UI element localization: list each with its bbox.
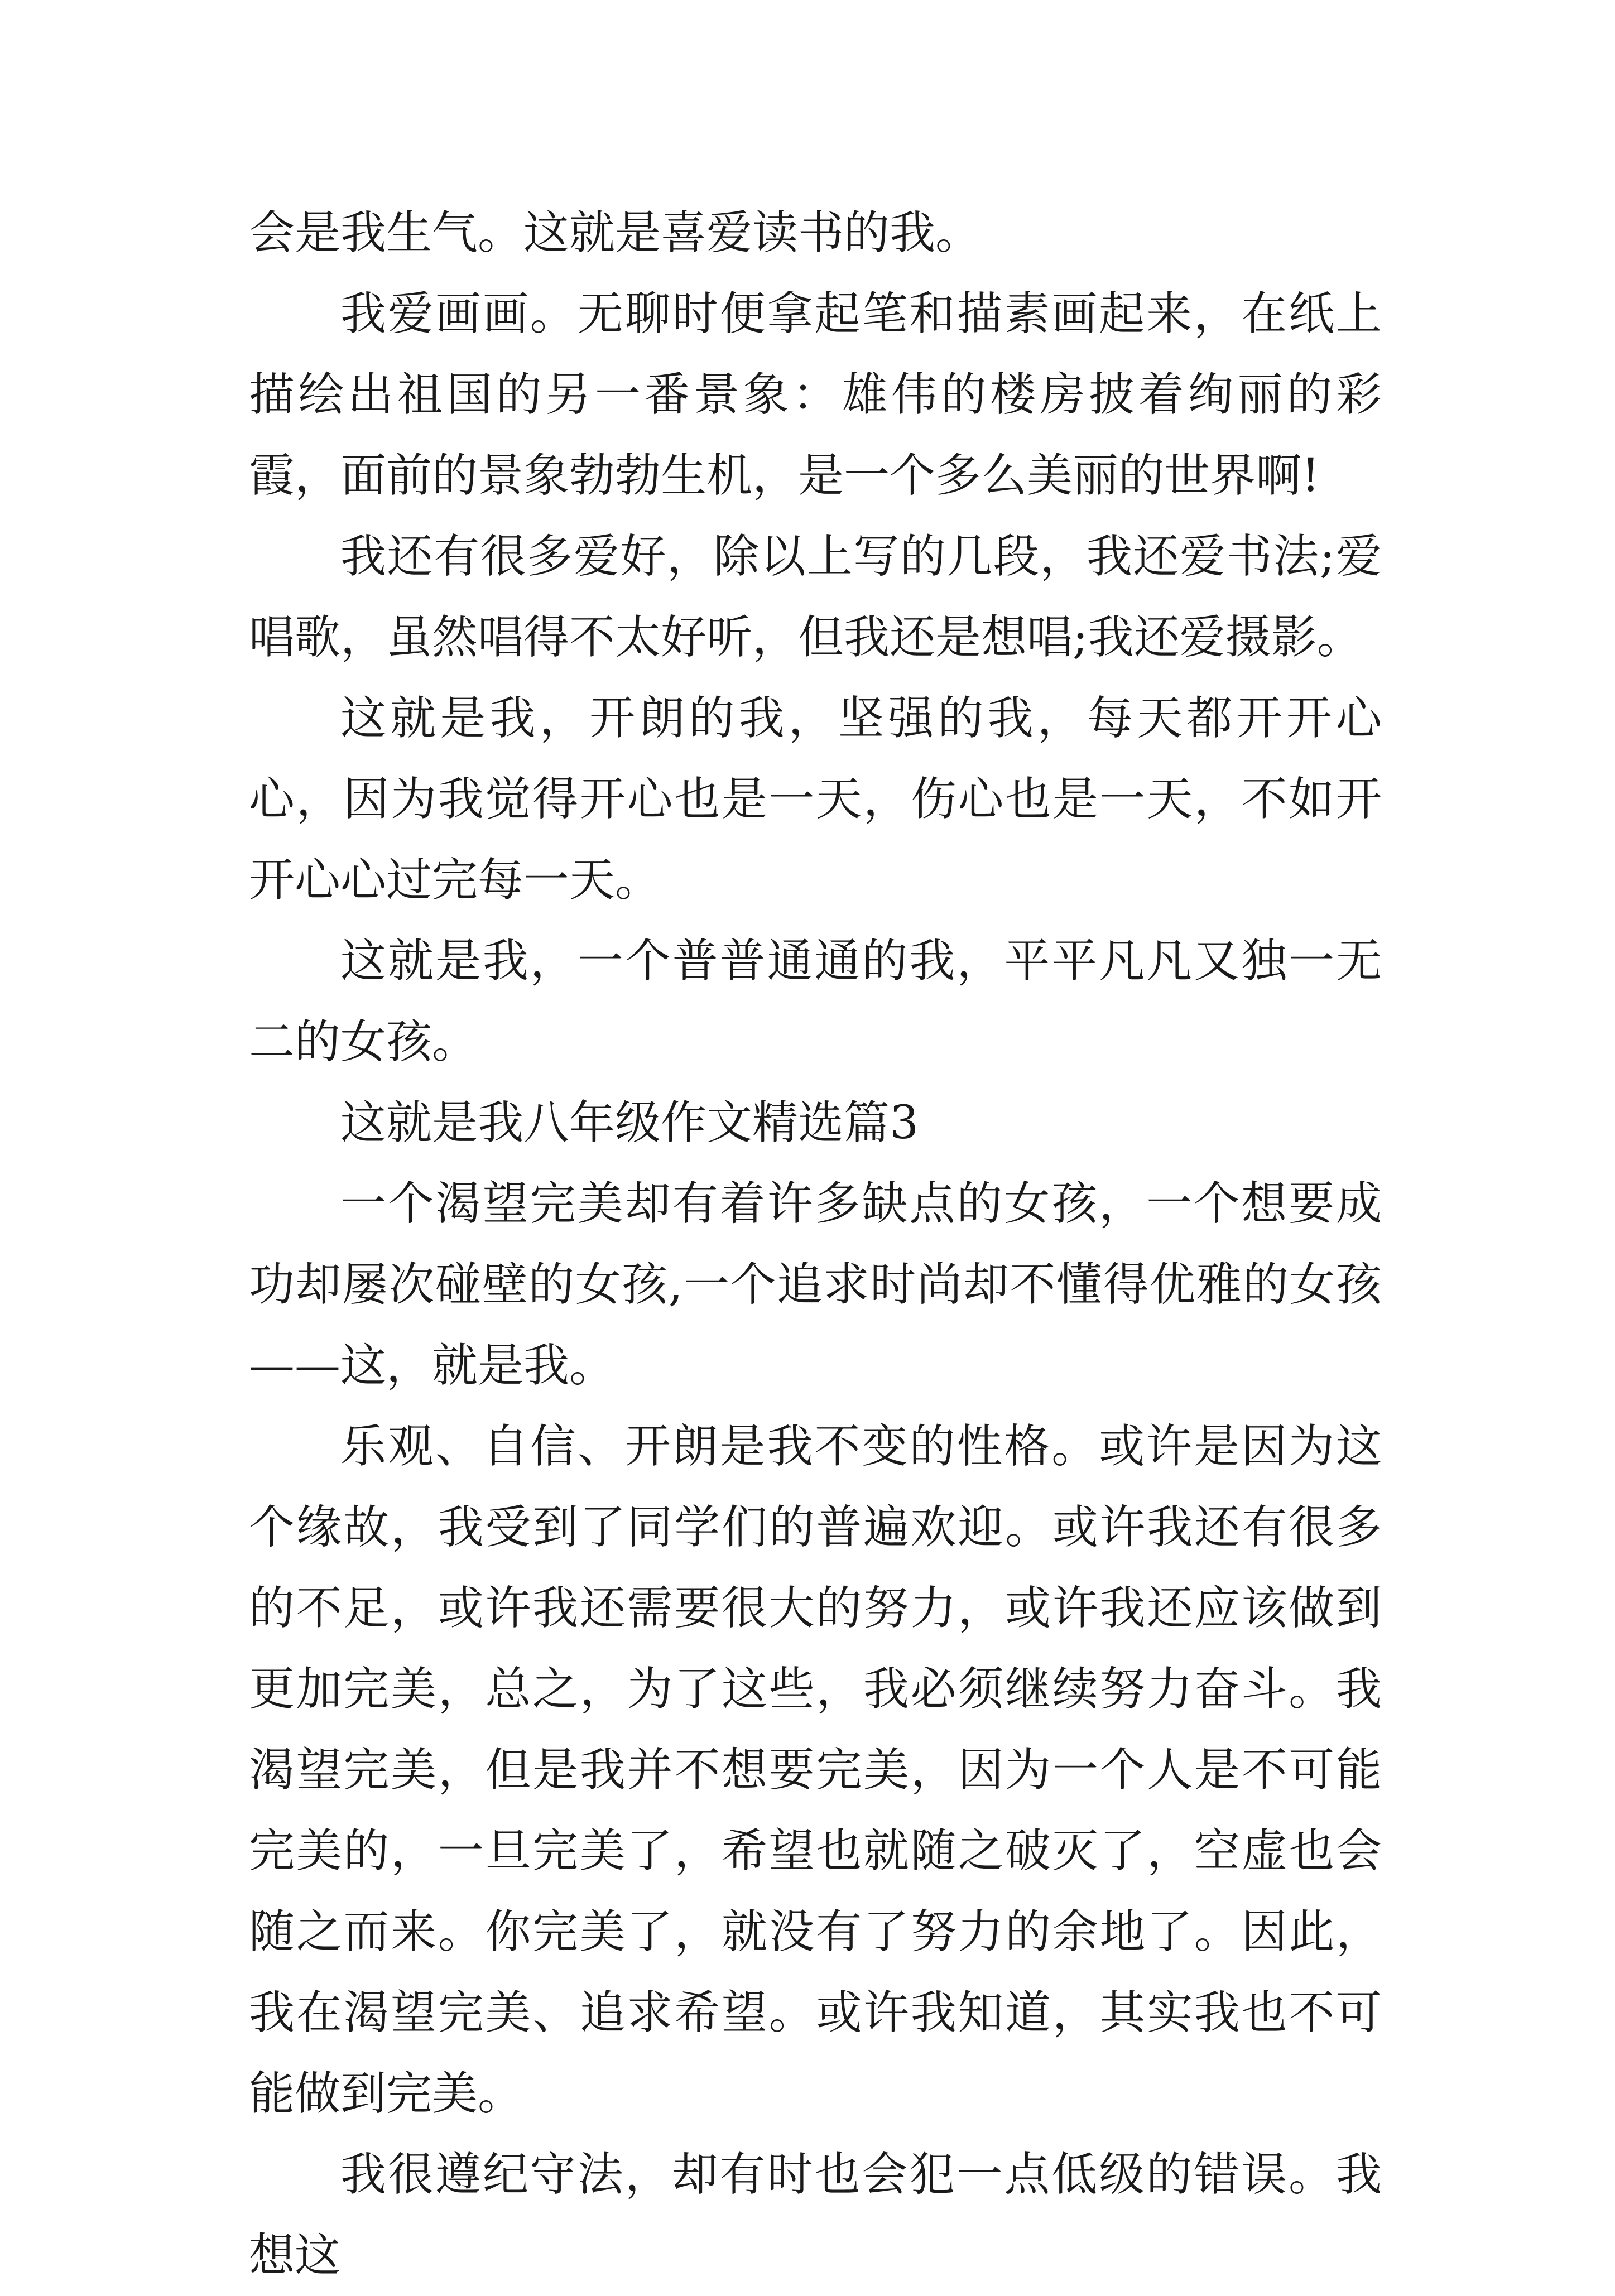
paragraph-8: 我很遵纪守法，却有时也会犯一点低级的错误。我想这: [249, 2148, 1382, 2282]
paragraph-7: 乐观、自信、开朗是我不变的性格。或许是因为这个缘故，我受到了同学们的普遍欢迎。或许我还有很多的不足，或许我还需要很大的努力，或许我还应该做到更加完美，总之，为了这些，我必须继续努力奋斗。我渴望完美，但是我并不想要完美，因为一个人是不可能完美的，一旦完美了，希望也就随之破灭了，空虚也会随之而来。你完美了，就没有了努力的余地了。因此，我在渴望完美、追求希望。或许我知道，其实我也不可能做到完美。: [249, 1420, 1382, 2120]
paragraph-6: 一个渴望完美却有着许多缺点的女孩，一个想要成功却屡次碰壁的女孩,一个追求时尚却不懂得优雅的女孩——这，就是我。: [249, 1177, 1382, 1392]
section-heading: 这就是我八年级作文精选篇3: [340, 1096, 919, 1149]
paragraph-3: 我还有很多爱好，除以上写的几段，我还爱书法;爱唱歌，虽然唱得不太好听，但我还是想唱;我还爱摄影。: [249, 530, 1382, 664]
paragraph-2: 我爱画画。无聊时便拿起笔和描素画起来，在纸上描绘出祖国的另一番景象：雄伟的楼房披着绚丽的彩霞，面前的景象勃勃生机，是一个多么美丽的世界啊!: [249, 287, 1382, 502]
paragraph-1: 会是我生气。这就是喜爱读书的我。: [249, 206, 982, 259]
paragraph-5: 这就是我，一个普普通通的我，平平凡凡又独一无二的女孩。: [249, 935, 1382, 1068]
paragraph-4: 这就是我，开朗的我，坚强的我，每天都开开心心，因为我觉得开心也是一天，伤心也是一天，不如开开心心过完每一天。: [249, 692, 1382, 907]
body-text: [249, 192, 1382, 2296]
